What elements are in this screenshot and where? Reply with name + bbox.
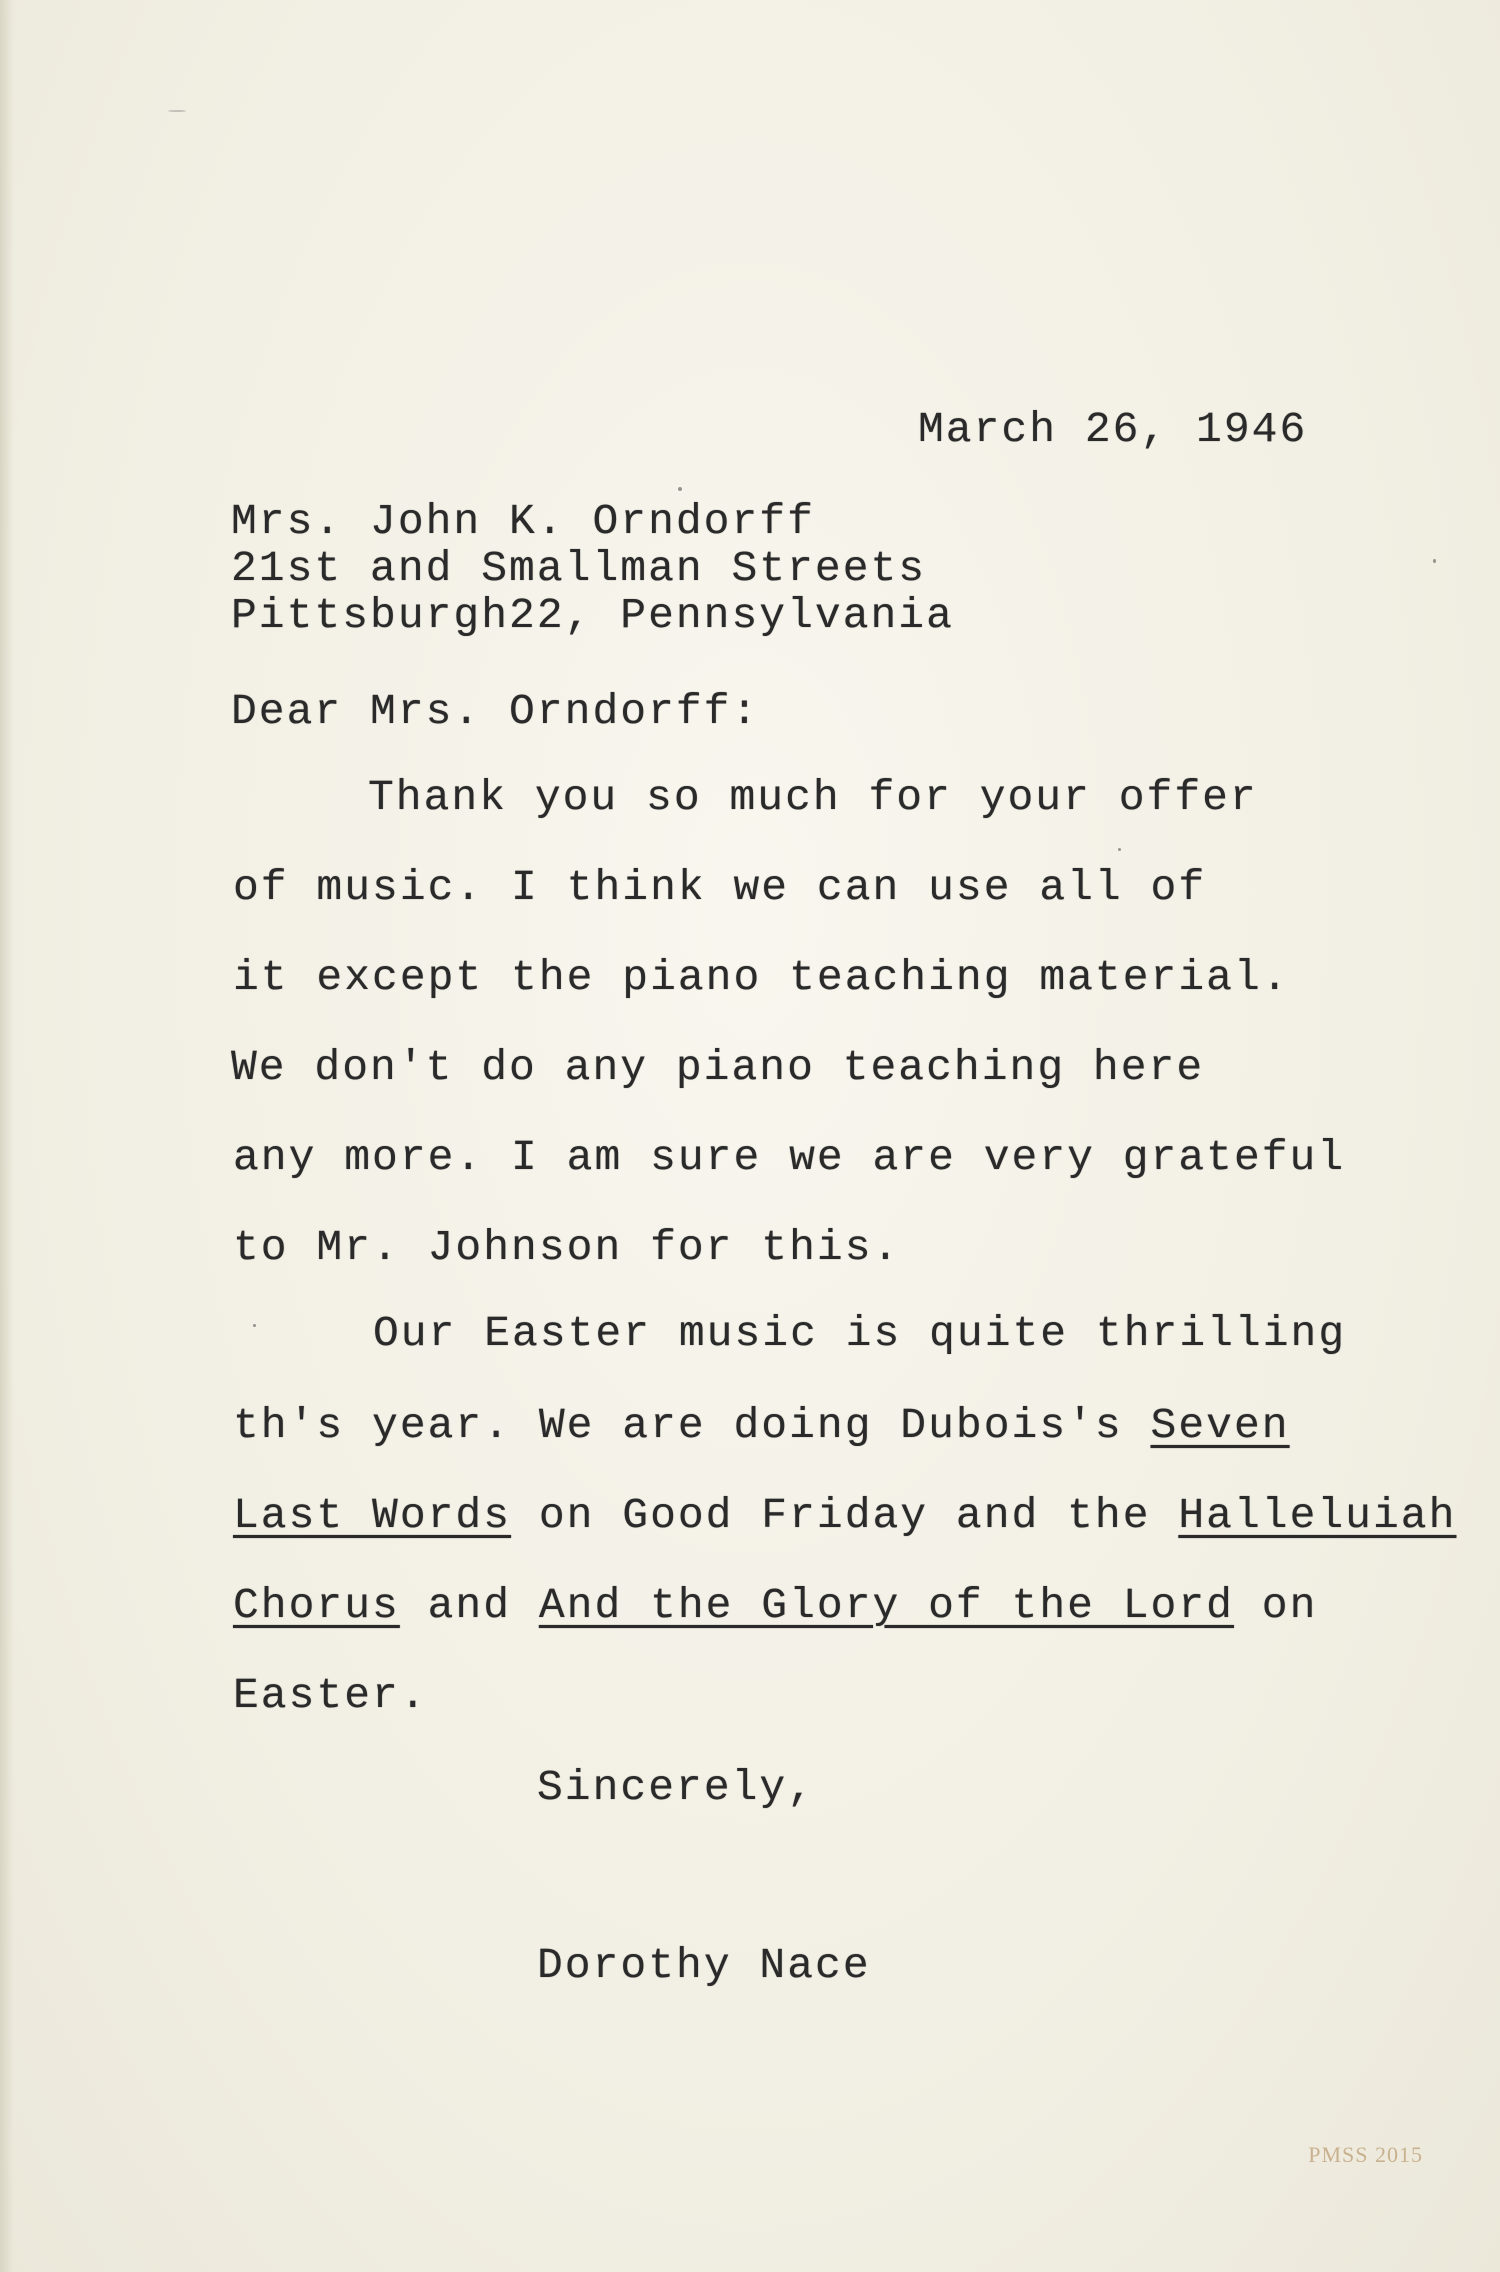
recipient-name: Mrs. John K. Orndorff: [231, 497, 815, 546]
recipient-street: 21st and Smallman Streets: [231, 544, 927, 593]
body-line-9-text: on Good Friday and the: [511, 1491, 1179, 1540]
title-seven-part: Seven: [1150, 1401, 1290, 1450]
body-line-10-and: and: [399, 1581, 539, 1630]
page-edge-shadow: [0, 0, 14, 2272]
body-line-4: We don't do any piano teaching here: [231, 1043, 1205, 1092]
title-last-words: Last Words: [233, 1491, 512, 1540]
salutation: Dear Mrs. Orndorff:: [231, 687, 760, 736]
body-line-9: [233, 1491, 1457, 1540]
paper-speck: [253, 1324, 256, 1327]
title-halleluiah: Halleluiah: [1178, 1491, 1457, 1540]
body-line-2: of music. I think we can use all of: [233, 863, 1207, 912]
paper-speck: [1433, 559, 1436, 563]
body-line-8-text: th's year. We are doing Dubois's: [233, 1401, 1151, 1450]
title-glory-of-the-lord: And the Glory of the Lord: [538, 1581, 1234, 1630]
body-line-3: it except the piano teaching material.: [233, 953, 1290, 1002]
body-line-10-on: on: [1233, 1581, 1318, 1630]
recipient-city: Pittsburgh22, Pennsylvania: [231, 591, 954, 640]
paper-speck: [1118, 848, 1121, 851]
letter-date: March 26, 1946: [918, 405, 1308, 454]
paper-speck: [678, 487, 682, 491]
body-line-10: [233, 1581, 1318, 1630]
body-line-11: Easter.: [233, 1671, 428, 1720]
title-chorus: Chorus: [233, 1581, 400, 1630]
body-line-8: [233, 1401, 1290, 1450]
body-line-1: Thank you so much for your offer: [368, 773, 1258, 822]
body-line-5: any more. I am sure we are very grateful: [233, 1133, 1346, 1182]
signature-name: Dorothy Nace: [537, 1941, 871, 1990]
body-line-6: to Mr. Johnson for this.: [233, 1223, 901, 1272]
archive-stamp: PMSS 2015: [1308, 2142, 1423, 2167]
body-line-7: Our Easter music is quite thrilling: [373, 1309, 1347, 1358]
paper-speck: [168, 110, 186, 112]
closing: Sincerely,: [537, 1763, 816, 1812]
